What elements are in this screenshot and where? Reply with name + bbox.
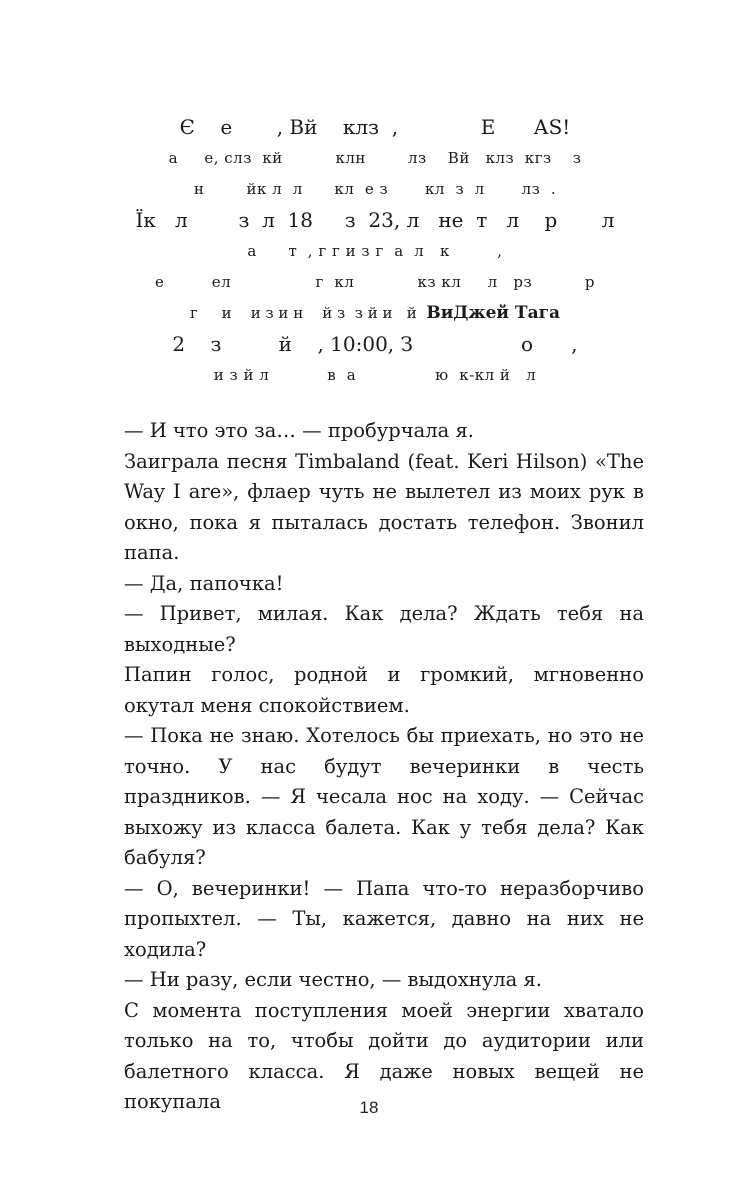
paragraph: — И что это за… — пробурчала я. <box>124 419 474 442</box>
flyer-line: и з й л в а ю к-кл й л <box>213 366 537 384</box>
flyer-line <box>120 298 630 329</box>
flyer-line: н йк л л кл е з кл з л лз . <box>193 180 557 198</box>
flyer-line-text: г и и з и н й з з й и й <box>189 304 417 322</box>
paragraph: — Привет, милая. Как дела? Ждать тебя на выходные? <box>124 602 644 656</box>
flyer-line: Їк л з л 18 з 23, л не т л р л <box>135 208 615 232</box>
paragraph: Папин голос, родной и громкий, мгновенно окутал меня спокойствием. <box>124 663 644 717</box>
page-number: 18 <box>359 1098 379 1117</box>
flyer-text-block <box>120 112 630 391</box>
body-text <box>124 416 644 1118</box>
paragraph: Заиграла песня Timbaland (feat. Keri Hilson) «The Way I are», флаер чуть не вылетел из моих рук в окно, пока я пыталась достать телефон. Звонил папа. <box>124 449 644 564</box>
flyer-line: Є е , Вй клз , Е АS! <box>179 115 571 139</box>
flyer-line: а т , г г и з г а л к , <box>247 242 503 260</box>
paragraph: — Ни разу, если честно, — выдохнула я. <box>124 968 542 991</box>
flyer-line: 2 з й , 10:00, З о , <box>172 332 578 356</box>
flyer-line: е ел г кл кз кл л рз р <box>155 273 595 291</box>
paragraph: — О, вечеринки! — Папа что-то неразборчиво пропыхтел. — Ты, кажется, давно на них не ходила? <box>124 876 644 961</box>
paragraph: — Да, папочка! <box>124 571 284 595</box>
paragraph: С момента поступления моей энергии хватало только на то, чтобы дойти до аудитории или балетного класса. Я даже новых вещей не покупала <box>124 998 644 1113</box>
paragraph: — Пока не знаю. Хотелось бы приехать, но это не точно. У нас будут вечеринки в честь праздников. — Я чесала нос на ходу. — Сейчас выхожу из класса балета. Как у тебя дела? Как бабуля? <box>124 724 644 869</box>
flyer-line: а е, слз кй клн лз Вй клз кгз з <box>168 149 582 167</box>
flyer-dj-name: ВиДжей Тага <box>426 303 561 323</box>
